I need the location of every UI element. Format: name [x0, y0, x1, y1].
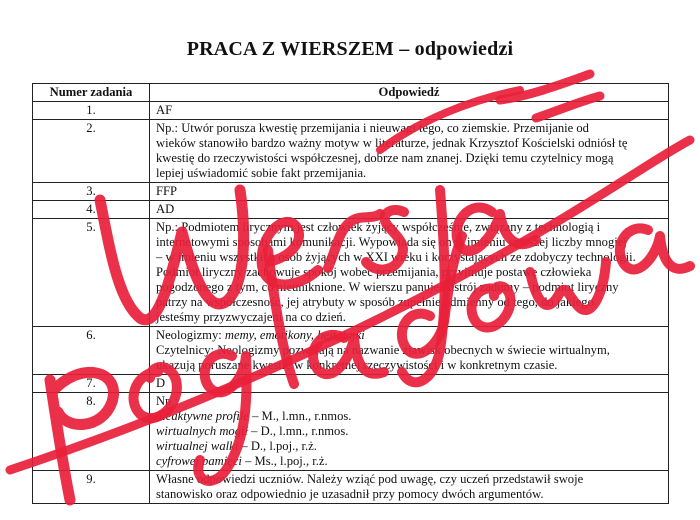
- answer-line: stanowisko oraz odpowiednio je uzasadnił przy pomocy dwóch argumentów.: [156, 487, 544, 501]
- task-number: 9.: [33, 471, 150, 504]
- answer-cell: [150, 102, 669, 120]
- table-header-row: [33, 84, 669, 102]
- answer-line: cyfrowej pamięci – Ms., l.poj., r.ż.: [156, 454, 328, 468]
- header-task-number: Numer zadania: [33, 84, 150, 102]
- answer-line: Własne odpowiedzi uczniów. Należy wziąć pod uwagę, czy uczeń przedstawił swoje: [156, 472, 584, 486]
- header-answer: Odpowiedź: [150, 84, 669, 102]
- answer-line: Neologizmy: memy, emotikony, hejt, lajki: [156, 328, 365, 342]
- answer-line: wieków stanowiło bardzo ważny motyw w literaturze, jednak Krzysztof Kościelski odniósł tę: [156, 136, 628, 150]
- answer-line: Czytelnicy: Neologizmy pozwalają na nazwanie zjawisk obecnych w świecie wirtualnym,: [156, 343, 610, 357]
- answer-cell: [150, 471, 669, 504]
- table-row: [33, 183, 669, 201]
- answer-cell: [150, 393, 669, 471]
- task-number: 1.: [33, 102, 150, 120]
- answer-line: kwestię do rzeczywistości współczesnej, dobrze nam znanej. Dzięki temu czytelnicy mogą: [156, 151, 614, 165]
- answer-cell: [150, 120, 669, 183]
- task-number: 5.: [33, 219, 150, 327]
- answer-line: wirtualnych mogił – D., l.mn., r.nmos.: [156, 424, 349, 438]
- phrase-italic: wirtualnej walki: [156, 439, 239, 453]
- answer-line: lepiej uświadomić sobie fakt przemijania.: [156, 166, 367, 180]
- answer-line: wirtualnej walki – D., l.poj., r.ż.: [156, 439, 317, 453]
- document-title: PRACA Z WIERSZEM – odpowiedzi: [186, 38, 514, 60]
- answer-line: Np.:: [156, 394, 179, 408]
- answer-cell: [150, 183, 669, 201]
- task-number: 8.: [33, 393, 150, 471]
- phrase-italic: nieaktywne profile: [156, 409, 249, 423]
- task-number: 4.: [33, 201, 150, 219]
- task-number: 7.: [33, 375, 150, 393]
- table-row: [33, 120, 669, 183]
- answer-line: FFP: [156, 184, 178, 198]
- task-number: 3.: [33, 183, 150, 201]
- answer-line: nieaktywne profile – M., l.mn., r.nmos.: [156, 409, 352, 423]
- answer-line: Np.: Podmiotem lirycznym jest człowiek żyjący współcześnie, związany z technologią i: [156, 220, 601, 234]
- answer-cell: [150, 201, 669, 219]
- phrase-italic: cyfrowej pamięci: [156, 454, 242, 468]
- answer-line: Np.: Utwór porusza kwestię przemijania i nieuwagi tego, co ziemskie. Przemijanie od: [156, 121, 589, 135]
- task-number: 6.: [33, 327, 150, 375]
- task-number: 2.: [33, 120, 150, 183]
- answer-line: internetowymi sposobami komunikacji. Wypowiada się on w imieniu szerszej liczby mnogiej: [156, 235, 627, 249]
- table-row: [33, 327, 669, 375]
- phrase-italic: wirtualnych mogił: [156, 424, 248, 438]
- answer-cell: [150, 375, 669, 393]
- answers-table: [32, 83, 669, 504]
- answer-line: patrzy na współczesność, jej atrybuty w sposób zupełnie odmienny od tego, do jakiego: [156, 295, 594, 309]
- table-row: [33, 102, 669, 120]
- answer-line: pogodzonego z tym, co nieuniknione. W wierszu panuje nastrój zadumy – podmiot liryczny: [156, 280, 619, 294]
- answer-cell: [150, 219, 669, 327]
- table-row: [33, 471, 669, 504]
- answer-line: AD: [156, 202, 175, 216]
- answer-line: D: [156, 376, 166, 390]
- table-row: [33, 201, 669, 219]
- answer-line: ukazują poruszane kwestie w konkretnej rzeczywistości i w konkretnym czasie.: [156, 358, 558, 372]
- answer-line: – w imieniu wszystkich osób żyjących w XXI wieku i korzystających ze zdobyczy technologii.: [156, 250, 636, 264]
- answer-line: AF: [156, 103, 173, 117]
- answer-line: jesteśmy przyzwyczajeni na co dzień.: [156, 310, 346, 324]
- table-row: [33, 375, 669, 393]
- table-row: [33, 219, 669, 327]
- answer-line: Podmiot liryczny zachowuje spokój wobec przemijania, przyjmuje postawę człowieka: [156, 265, 592, 279]
- neologisms-italic: memy, emotikony, hejt, lajki: [224, 328, 365, 342]
- table-row: [33, 393, 669, 471]
- answer-cell: [150, 327, 669, 375]
